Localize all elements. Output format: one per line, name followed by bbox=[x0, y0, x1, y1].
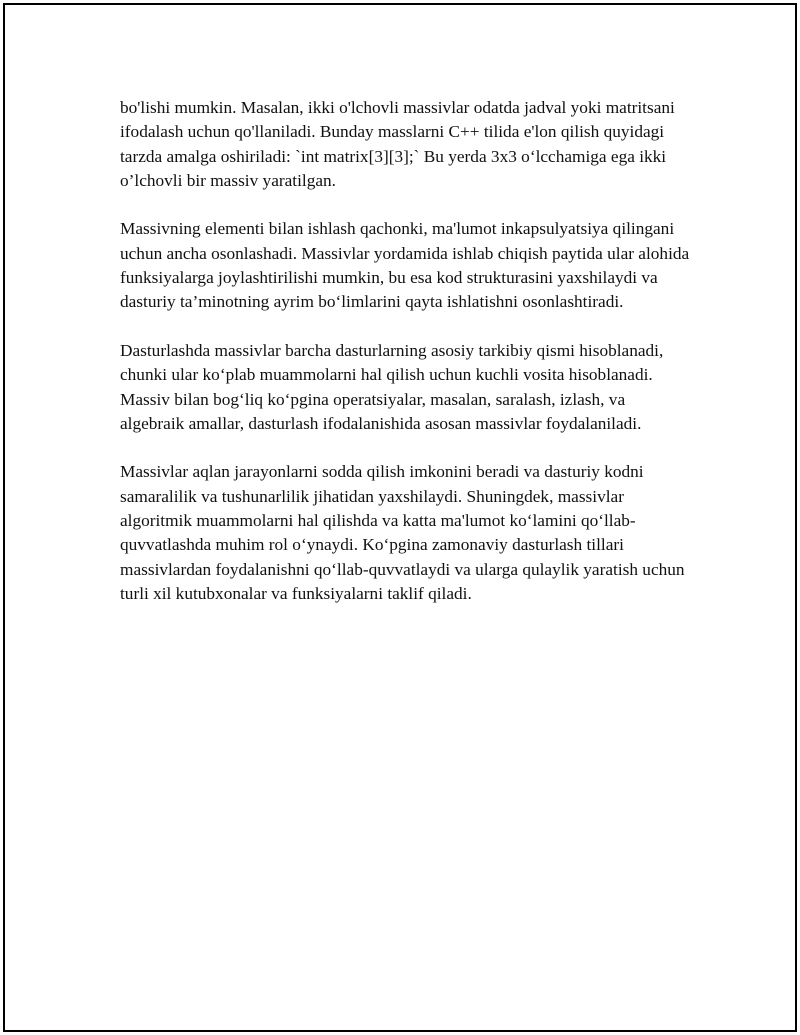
paragraph-2d-arrays: bo'lishi mumkin. Masalan, ikki o'lchovli massivlar odatda jadval yoki matritsani ifodalash uchun qo'llaniladi. Bunday masslarni C++ tilida e'lon qilish quyidagi tarzda amalga oshiriladi: `int matrix[3][3];` Bu yerda 3x3 o‘lcchamiga ega ikki o’lchovli bir massiv yaratilgan. bbox=[120, 98, 675, 190]
paragraph-arrays-in-programming: Dasturlashda massivlar barcha dasturlarning asosiy tarkibiy qismi hisoblanadi, chunki ular ko‘plab muammolarni hal qilish uchun kuchli vosita hisoblanadi. Massiv bilan bog‘liq ko‘pgina operatsiyalar, masalan, saralash, izlash, va algebraik amallar, dasturlash ifodalanishida asosan massivlar foydalaniladi. bbox=[120, 340, 664, 433]
document-page bbox=[3, 3, 797, 1032]
paragraph-array-elements: Massivning elementi bilan ishlash qachonki, ma'lumot inkapsulyatsiya qilingani uchun ancha osonlashadi. Massivlar yordamida ishlab chiqish paytida ular alohida funksiyalarga joylashtirilishi mumkin, bu esa kod strukturasini yaxshilaydi va dasturiy ta’minotning ayrim bo‘limlarini qayta ishlatishni osonlashtiradi. bbox=[120, 219, 690, 312]
paragraph-arrays-benefits: Massivlar aqlan jarayonlarni sodda qilish imkonini beradi va dasturiy kodni samaralilik va tushunarlilik jihatidan yaxshilaydi. Shuningdek, massivlar algoritmik muammolarni hal qilishda va katta ma'lumot ko‘lamini qo‘llab-quvvatlashda muhim rol o‘ynaydi. Ko‘pgina zamonaviy dasturlash tillari massivlardan foydalanishni qo‘llab-quvvatlaydi va ularga qulaylik yaratish uchun turli xil kutubxonalar va funksiyalarni taklif qiladi. bbox=[120, 462, 685, 603]
page-body bbox=[120, 96, 690, 631]
